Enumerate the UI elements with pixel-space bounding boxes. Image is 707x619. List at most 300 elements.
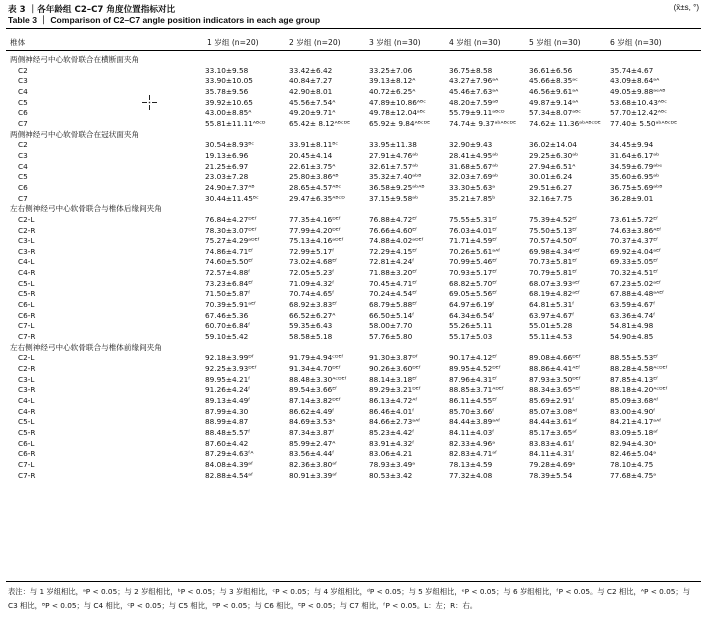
- table-cell: 72.99±5.17ᶠ: [289, 246, 335, 256]
- table-cell: 70.93±5.17ᴱᶠ: [449, 268, 498, 278]
- table-row: [0, 279, 707, 290]
- table-cell: 63.97±4.67ᶠ: [529, 310, 575, 320]
- vertebra-label: C5-R: [18, 427, 36, 437]
- table-cell: 70.39±5.91ᵃᴱᶠ: [205, 300, 257, 310]
- table-cell: 66.52±6.27ᴬ: [289, 310, 336, 320]
- table-cell: 64.97±6.19ᶠ: [449, 300, 495, 310]
- table-cell: 70.79±5.81ᴱᶠ: [529, 268, 578, 278]
- table-cell: 66.50±5.14ᶠ: [369, 310, 415, 320]
- table-row: [0, 417, 707, 428]
- vertebra-label: C7-R: [18, 470, 36, 480]
- vertebra-label: C3: [18, 150, 28, 160]
- table-cell: 68.82±5.70ᴱᶠ: [449, 278, 498, 288]
- table-cell: 24.90±7.37ᴬᴮ: [205, 182, 255, 192]
- table-cell: 92.25±3.93ᴰᴱᶠ: [205, 364, 257, 374]
- table-cell: 70.32±4.51ᴱᶠ: [610, 268, 659, 278]
- table-row: [0, 289, 707, 300]
- table-cell: 32.90±9.43: [449, 140, 493, 150]
- table-cell: 55.11±4.53: [529, 332, 573, 342]
- table-cell: 88.86±4.41ᴬᴱᶠ: [529, 364, 581, 374]
- table-cell: 69.98±4.34ᵃᴱᶠ: [529, 246, 581, 256]
- section-header: [0, 204, 707, 215]
- vertebra-label: C2-L: [18, 353, 35, 363]
- table-row: [0, 268, 707, 279]
- table-cell: 65.92± 9.84ᴬᴮᶜᴰᴱ: [369, 118, 431, 128]
- table-cell: 63.36±4.74ᶠ: [610, 310, 656, 320]
- table-cell: 33.30±5.63ᵃ: [449, 182, 496, 192]
- table-cell: 31.68±5.67ᵃᵇ: [449, 161, 499, 171]
- table-row: [0, 332, 707, 343]
- table-cell: 60.70±6.84ᶠ: [205, 321, 251, 331]
- table-cell: 42.90±8.01: [289, 86, 333, 96]
- vertebra-label: C3-L: [18, 374, 35, 384]
- table-cell: 80.53±3.42: [369, 470, 413, 480]
- table-cell: 70.74±4.65ᶠ: [289, 289, 335, 299]
- table-cell: 71.71±4.59ᴱᶠ: [449, 236, 498, 246]
- table-cell: 49.05±9.88ᵃᵉᴬᴮ: [610, 86, 666, 96]
- table-cell: 70.24±4.54ᴱᶠ: [369, 289, 418, 299]
- bottom-rule: [6, 581, 701, 582]
- header-age-5: 5 岁组 (n=30): [529, 38, 581, 47]
- table-cell: 76.03±4.01ᴱᶠ: [449, 225, 498, 235]
- table-cell: 69.05±5.56ᴱᶠ: [449, 289, 498, 299]
- table-cell: 88.14±3.18ᴱᶠ: [369, 374, 418, 384]
- vertebra-label: C7-R: [18, 332, 36, 342]
- table-cell: 76.84±4.27ᴰᴱᶠ: [205, 214, 257, 224]
- table-row: [0, 311, 707, 322]
- table-cell: 84.11±4.31ᶠ: [529, 449, 575, 459]
- table-row: [0, 396, 707, 407]
- table-row: [0, 215, 707, 226]
- vertebra-label: C6-L: [18, 300, 35, 310]
- vertebra-label: C4-L: [18, 396, 35, 405]
- table-cell: 89.54±3.66ᴱᶠ: [289, 385, 338, 395]
- table-cell: 45.46±7.63ᵃᴬ: [449, 86, 499, 96]
- table-cell: 92.18±3.99ᴰᶠ: [205, 353, 254, 363]
- table-cell: 19.13±6.96: [205, 150, 249, 160]
- table-cell: 57.70±12.42ᴬᴮᶜ: [610, 108, 667, 118]
- table-cell: 88.55±5.53ᴱᶠ: [610, 353, 659, 363]
- table-cell: 72.29±4.15ᴱᶠ: [369, 246, 418, 256]
- header-age-1: 1 岁组 (n=20): [207, 38, 259, 47]
- table-row: [0, 66, 707, 77]
- table-cell: 35.78±9.56: [205, 86, 249, 96]
- table-cell: 70.57±4.50ᴱᶠ: [529, 236, 578, 246]
- table-cell: 55.79±9.11ᵃᴮᶜᴰ: [449, 108, 505, 118]
- table-cell: 72.81±4.24ᶠ: [369, 257, 415, 267]
- table-row: [0, 172, 707, 183]
- table-cell: 43.09±8.64ᵃᴬ: [610, 76, 660, 86]
- vertebra-label: C4-R: [18, 406, 36, 416]
- table-row: [0, 353, 707, 364]
- vertebra-label: C6-R: [18, 310, 36, 320]
- table-cell: 83.91±4.32ᶠ: [369, 438, 415, 448]
- section-label: 左右侧神经弓中心软骨联合与椎体后缘间夹角: [10, 204, 162, 214]
- table-cell: 82.94±4.30ᵃ: [610, 438, 657, 448]
- table-row: [0, 140, 707, 151]
- table-body: [0, 55, 707, 481]
- table-cell: 54.81±4.98: [610, 321, 654, 331]
- table-cell: 87.85±4.13ᴱᶠ: [610, 374, 659, 384]
- table-row: [0, 460, 707, 471]
- table-cell: 74.63±3.86ᴬᴱᶠ: [610, 225, 662, 235]
- vertebra-label: C6-R: [18, 449, 36, 459]
- table-cell: 45.66±8.35ᵃᶜ: [529, 76, 578, 86]
- vertebra-label: C3: [18, 76, 28, 86]
- table-cell: 28.65±4.57ᴬᴮᶜ: [289, 182, 342, 192]
- table-cell: 58.58±5.18: [289, 332, 333, 342]
- table-cell: 40.72±6.25ᴬ: [369, 86, 416, 96]
- vertebra-label: C3-R: [18, 385, 36, 395]
- vertebra-label: C4: [18, 86, 28, 96]
- table-cell: 88.48±5.57ᶠ: [205, 427, 251, 437]
- crosshair-cursor-icon: [142, 95, 157, 110]
- table-cell: 77.35±4.16ᴰᴱᶠ: [289, 214, 341, 224]
- table-cell: 91.79±4.94ᶜᴰᴱᶠ: [289, 353, 344, 363]
- table-cell: 86.46±4.01ᶠ: [369, 406, 415, 416]
- vertebra-label: C6: [18, 182, 28, 192]
- table-cell: 73.61±5.72ᴱᶠ: [610, 214, 659, 224]
- table-cell: 36.75±8.58: [449, 65, 493, 75]
- table-cell: 48.20±7.59ᵃᴮ: [449, 97, 499, 107]
- table-cell: 87.93±3.50ᴰᴱᶠ: [529, 374, 581, 384]
- vertebra-label: C3-R: [18, 246, 36, 256]
- table-cell: 37.15±9.58ᵃᵇ: [369, 193, 419, 203]
- table-cell: 78.30±3.07ᴰᴱᶠ: [205, 225, 257, 235]
- table-cell: 67.88±4.48ᵃᴬᴱᶠ: [610, 289, 665, 299]
- vertebra-label: C5-L: [18, 417, 35, 427]
- table-cell: 89.95±4.21ᶠ: [205, 374, 251, 384]
- table-cell: 33.95±11.38: [369, 140, 417, 150]
- table-row: [0, 194, 707, 205]
- table-cell: 23.03±7.28: [205, 172, 249, 182]
- table-cell: 82.46±5.04ᵃ: [610, 449, 657, 459]
- table-cell: 36.75±5.69ᵃᵇᴮ: [610, 182, 663, 192]
- table-row: [0, 151, 707, 162]
- vertebra-label: C4: [18, 161, 28, 171]
- table-row: [0, 407, 707, 418]
- table-cell: 55.01±5.28: [529, 321, 573, 331]
- table-cell: 59.10±5.42: [205, 332, 249, 342]
- table-cell: 70.45±4.71ᴱᶠ: [369, 278, 418, 288]
- table-row: [0, 439, 707, 450]
- table-row: [0, 108, 707, 119]
- table-cell: 85.70±3.66ᶠ: [449, 406, 495, 416]
- table-cell: 39.92±10.65: [205, 97, 253, 107]
- table-cell: 77.32±4.08: [449, 470, 493, 480]
- table-cell: 90.26±3.60ᴰᴱᶠ: [369, 364, 421, 374]
- section-header: [0, 55, 707, 66]
- vertebra-label: C4-L: [18, 257, 35, 267]
- table-cell: 82.88±4.54ᵃᶠ: [205, 470, 254, 480]
- table-cell: 72.05±5.23ᶠ: [289, 268, 335, 278]
- table-cell: 68.79±5.88ᴱᶠ: [369, 300, 418, 310]
- table-cell: 27.91±4.76ᵃᵇ: [369, 150, 419, 160]
- table-row: [0, 162, 707, 173]
- table-cell: 33.25±7.06: [369, 65, 413, 75]
- table-cell: 35.21±7.85ᵇ: [449, 193, 496, 203]
- table-cell: 87.60±4.42: [205, 438, 249, 448]
- section-label: 左右侧神经弓中心软骨联合与椎体前缘间夹角: [10, 342, 162, 352]
- vertebra-label: C2-R: [18, 225, 36, 235]
- table-cell: 75.27±4.29ᵃᴰᴱᶠ: [205, 236, 260, 246]
- vertebra-label: C2-L: [18, 214, 35, 224]
- table-cell: 39.13±8.12ᴬ: [369, 76, 416, 86]
- table-cell: 74.62± 11.36ᵃᵇᴬᴮᶜᴰᴱ: [529, 118, 601, 128]
- table-cell: 87.29±4.63ᶠᴬ: [205, 449, 254, 459]
- table-cell: 57.76±5.80: [369, 332, 413, 342]
- table-cell: 36.58±9.25ᵃᵇᴬᴮ: [369, 182, 425, 192]
- table-cell: 89.95±4.52ᴰᴱᶠ: [449, 364, 501, 374]
- table-cell: 32.16±7.75: [529, 193, 573, 203]
- table-cell: 88.48±3.30ᴬᶜᴰᴱᶠ: [289, 374, 347, 384]
- table-cell: 88.28±4.58ᴬᶜᴰᴱᶠ: [610, 364, 668, 374]
- table-row: [0, 247, 707, 258]
- table-cell: 75.55±5.31ᴱᶠ: [449, 214, 498, 224]
- table-cell: 36.02±14.04: [529, 140, 577, 150]
- table-cell: 78.39±5.54: [529, 470, 573, 480]
- table-cell: 45.56±7.54ᴬ: [289, 97, 336, 107]
- table-cell: 64.81±5.31ᶠ: [529, 300, 575, 310]
- table-cell: 78.10±4.75: [610, 459, 654, 469]
- table-cell: 83.06±4.21: [369, 449, 413, 459]
- section-header: [0, 130, 707, 141]
- vertebra-label: C4-R: [18, 268, 36, 278]
- table-cell: 84.44±3.61ᵃᶠ: [529, 417, 578, 427]
- table-cell: 87.14±3.82ᴰᴱᶠ: [289, 396, 341, 405]
- table-row: [0, 364, 707, 375]
- table-cell: 83.09±5.18ᵃᶠ: [610, 427, 659, 437]
- table-cell: 43.27±7.96ᵃᴬ: [449, 76, 499, 86]
- header-age-2: 2 岁组 (n=20): [289, 38, 341, 47]
- table-cell: 33.91±8.11ᴮᶜ: [289, 140, 339, 150]
- table-cell: 43.00±8.85ᴬ: [205, 108, 252, 118]
- table-cell: 57.34±8.07ᵃᴮᶜ: [529, 108, 581, 118]
- header-age-6: 6 岁组 (n=30): [610, 38, 662, 47]
- table-cell: 88.85±3.71ᴬᴰᴱᶠ: [449, 385, 504, 395]
- table-cell: 64.34±6.54ᶠ: [449, 310, 495, 320]
- table-cell: 63.59±4.67ᶠ: [610, 300, 656, 310]
- table-cell: 85.69±2.91ᶠ: [529, 396, 575, 405]
- table-cell: 78.93±3.49ᵃ: [369, 459, 416, 469]
- table-cell: 53.68±10.43ᴬᴮᶜ: [610, 97, 667, 107]
- table-cell: 86.13±4.72ᴬᶠ: [369, 396, 418, 405]
- table-cell: 89.29±3.21ᴰᴱᶠ: [369, 385, 421, 395]
- table-cell: 69.33±5.05ᴱᶠ: [610, 257, 659, 267]
- table-cell: 33.90±10.05: [205, 76, 253, 86]
- table-cell: 20.45±4.14: [289, 150, 333, 160]
- table-cell: 55.17±5.03: [449, 332, 493, 342]
- table-row: [0, 449, 707, 460]
- table-cell: 74.86±4.71ᴱᶠ: [205, 246, 254, 256]
- table-cell: 70.73±5.81ᴱᶠ: [529, 257, 578, 267]
- table-row: [0, 300, 707, 311]
- vertebra-label: C5: [18, 97, 28, 107]
- table-cell: 74.88±4.02ᵃᴰᴱᶠ: [369, 236, 424, 246]
- top-rule: [6, 28, 701, 29]
- table-cell: 83.56±4.44ᶠ: [289, 449, 335, 459]
- table-row: [0, 428, 707, 439]
- table-cell: 83.00±4.90ᶠ: [610, 406, 656, 416]
- table-cell: 82.33±4.96ᵃ: [449, 438, 496, 448]
- table-cell: 33.42±6.42: [289, 65, 333, 75]
- table-cell: 47.89±10.86ᴬᴮᶜ: [369, 97, 426, 107]
- table-cell: 32.61±7.57ᵃᵇ: [369, 161, 419, 171]
- table-cell: 77.99±4.20ᴰᴱᶠ: [289, 225, 341, 235]
- table-cell: 80.91±3.39ᵃᶠ: [289, 470, 338, 480]
- vertebra-label: C7-L: [18, 321, 35, 331]
- table-cell: 89.08±4.66ᴰᴱᶠ: [529, 353, 581, 363]
- section-label: 两侧神经弓中心软骨联合在冠状面夹角: [10, 129, 140, 139]
- table-cell: 34.59±6.79ᵃᵇᵉ: [610, 161, 663, 171]
- table-cell: 91.26±4.24ᶠ: [205, 385, 251, 395]
- table-cell: 87.34±3.87ᶠ: [289, 427, 335, 437]
- table-cell: 49.87±9.14ᵃᴬ: [529, 97, 579, 107]
- table-cell: 79.28±4.69ᵃ: [529, 459, 576, 469]
- table-cell: 21.25±6.97: [205, 161, 249, 171]
- table-cell: 72.57±4.88ᶠ: [205, 268, 251, 278]
- table-cell: 55.81±11.11ᴬᴮᶜᴰ: [205, 118, 266, 128]
- table-cell: 49.78±12.04ᵃᴮᶜ: [369, 108, 426, 118]
- table-cell: 69.92±4.04ᵃᴱᶠ: [610, 246, 662, 256]
- table-cell: 34.45±9.94: [610, 140, 654, 150]
- vertebra-label: C6: [18, 108, 28, 118]
- table-cell: 40.84±7.27: [289, 76, 333, 86]
- table-cell: 67.46±5.36: [205, 310, 249, 320]
- table-row: [0, 87, 707, 98]
- table-cell: 89.13±4.49ᶠ: [205, 396, 251, 405]
- table-cell: 70.26±5.61ᵃᴬᶠ: [449, 246, 501, 256]
- header-vertebra: 椎体: [10, 38, 26, 47]
- table-cell: 76.88±4.72ᴱᶠ: [369, 214, 418, 224]
- table-cell: 84.08±4.39ᵃᶠ: [205, 459, 254, 469]
- table-cell: 85.17±3.65ᵃᶠ: [529, 427, 578, 437]
- vertebra-label: C7: [18, 118, 28, 128]
- table-cell: 75.50±5.13ᴱᶠ: [529, 225, 578, 235]
- table-cell: 91.34±4.70ᴰᴱᶠ: [289, 364, 341, 374]
- table-cell: 71.50±5.87ᶠ: [205, 289, 251, 299]
- table-cell: 30.54±8.93ᴮᶜ: [205, 140, 255, 150]
- table-cell: 70.99±5.46ᴱᶠ: [449, 257, 498, 267]
- table-cell: 22.61±3.75ᴬ: [289, 161, 336, 171]
- header-rule: [6, 50, 701, 51]
- table-cell: 65.42± 8.12ᴬᴮᶜᴰᴱ: [289, 118, 351, 128]
- table-title-cn: 表 3 ｜各年龄组 C2–C7 角度位置指标对比: [8, 5, 176, 15]
- table-cell: 83.83±4.61ᶠ: [529, 438, 575, 448]
- table-row: [0, 257, 707, 268]
- vertebra-label: C6-L: [18, 438, 35, 448]
- table-cell: 87.99±4.30: [205, 406, 249, 416]
- vertebra-label: C5: [18, 172, 28, 182]
- table-cell: 35.60±6.95ᵃᵇ: [610, 172, 660, 182]
- table-cell: 84.21±4.17ᵃᴬᶠ: [610, 417, 662, 427]
- vertebra-label: C5-L: [18, 278, 35, 288]
- table-cell: 46.56±9.61ᵃᴬ: [529, 86, 579, 96]
- table-cell: 59.35±6.43: [289, 321, 333, 331]
- table-cell: 86.11±4.55ᴱᶠ: [449, 396, 498, 405]
- table-cell: 30.01±6.24: [529, 172, 573, 182]
- table-row: [0, 226, 707, 237]
- header-age-3: 3 岁组 (n=30): [369, 38, 421, 47]
- table-cell: 29.47±6.35ᴬᴮᶜᴰ: [289, 193, 345, 203]
- table-cell: 87.96±4.31ᴱᶠ: [449, 374, 498, 384]
- table-cell: 74.60±5.50ᴱᶠ: [205, 257, 254, 267]
- table-cell: 84.69±3.53ᴬ: [289, 417, 336, 427]
- table-cell: 86.62±4.49ᶠ: [289, 406, 335, 416]
- vertebra-label: C2: [18, 140, 28, 150]
- table-cell: 35.74±4.67: [610, 65, 654, 75]
- table-cell: 71.09±4.32ᶠ: [289, 278, 335, 288]
- table-cell: 84.11±4.03ᶠ: [449, 427, 495, 437]
- unit-label: (x̄±s, °): [673, 3, 699, 12]
- table-row: [0, 471, 707, 482]
- table-footnote: 表注：与 1 岁组相比，ᵃP < 0.05；与 2 岁组相比，ᵇP < 0.05；与 3 岁组相比，ᶜP < 0.05；与 4 岁组相比，ᵈP < 0.05；与 5 岁组相比，ᵉP < 0.05；与 6 岁组相比，ᶠP < 0.05。与 C2 相比，ᴬP < 0.05；与 C3 相比，ᴮP < 0.05；与 C4 相比，ᶜP < 0.05；与 C5 相比，ᴰP < 0.05；与 C6 相比，ᴱP < 0.05；与 C7 相比，ᶠP < 0.05。L：左；R：右。: [8, 587, 690, 610]
- table-cell: 58.00±7.70: [369, 321, 413, 331]
- table-row: [0, 119, 707, 130]
- table-cell: 29.51±6.27: [529, 182, 573, 192]
- table-cell: 55.26±5.11: [449, 321, 493, 331]
- table-cell: 71.88±3.20ᴱᶠ: [369, 268, 418, 278]
- table-cell: 88.99±4.87: [205, 417, 249, 427]
- table-cell: 77.68±4.75ᵃ: [610, 470, 657, 480]
- table-cell: 28.41±4.95ᵃᵇ: [449, 150, 499, 160]
- table-cell: 33.10±9.58: [205, 65, 249, 75]
- table-cell: 78.13±4.59: [449, 459, 493, 469]
- table-cell: 54.90±4.85: [610, 332, 654, 342]
- vertebra-label: C5-R: [18, 289, 36, 299]
- table-cell: 49.20±9.71ᴬ: [289, 108, 336, 118]
- table-cell: 29.25±6.30ᵃᵇ: [529, 150, 579, 160]
- table-cell: 88.34±3.65ᴬᴱᶠ: [529, 385, 581, 395]
- table-cell: 75.13±4.16ᵃᴰᴱᶠ: [289, 236, 344, 246]
- header-age-4: 4 岁组 (n=30): [449, 38, 501, 47]
- table-cell: 88.18±4.20ᴬᶜᴰᴱᶠ: [610, 385, 668, 395]
- table-cell: 36.61±6.56: [529, 65, 573, 75]
- table-cell: 31.64±6.17ᵃᵇ: [610, 150, 660, 160]
- vertebra-label: C2-R: [18, 364, 36, 374]
- table-cell: 82.83±4.71ᵃᶠ: [449, 449, 498, 459]
- table-cell: 68.92±3.83ᴱᶠ: [289, 300, 338, 310]
- table-cell: 73.02±4.68ᴱᶠ: [289, 257, 338, 267]
- table-cell: 36.28±9.01: [610, 193, 654, 203]
- table-cell: 32.03±7.69ᵃᵇ: [449, 172, 499, 182]
- table-cell: 75.39±4.52ᴱᶠ: [529, 214, 578, 224]
- table-row: [0, 236, 707, 247]
- table-row: [0, 98, 707, 109]
- table-cell: 73.23±6.84ᴱᶠ: [205, 278, 254, 288]
- table-cell: 35.32±7.40ᵃᵇᴮ: [369, 172, 422, 182]
- table-cell: 85.99±2.47ᴬ: [289, 438, 336, 448]
- vertebra-label: C7: [18, 193, 28, 203]
- table-cell: 70.37±4.37ᴱᶠ: [610, 236, 659, 246]
- table-cell: 30.44±11.45ᴮᶜ: [205, 193, 259, 203]
- table-cell: 91.30±3.87ᴰᶠ: [369, 353, 418, 363]
- table-cell: 84.66±2.73ᵃᴬᶠ: [369, 417, 421, 427]
- table-title-en: Table 3 ｜ Comparison of C2–C7 angle position indicators in each age group: [8, 15, 321, 25]
- table-cell: 74.74± 9.37ᵃᵇᴬᴮᶜᴰᴱ: [449, 118, 516, 128]
- table-cell: 77.40± 5.50ᵃᵇᴬᴮᶜᴰᴱ: [610, 118, 677, 128]
- table-row: [0, 321, 707, 332]
- table-row: [0, 183, 707, 194]
- vertebra-label: C3-L: [18, 236, 35, 246]
- table-row: [0, 385, 707, 396]
- table-cell: 25.80±3.86ᴬᴮ: [289, 172, 339, 182]
- table-row: [0, 375, 707, 386]
- table-cell: 67.23±5.02ᵃᴱᶠ: [610, 278, 662, 288]
- table-cell: 84.44±3.89ᵃᴬᶠ: [449, 417, 501, 427]
- table-cell: 90.17±4.12ᴱᶠ: [449, 353, 498, 363]
- table-cell: 85.07±3.08ᴬᶠ: [529, 406, 578, 416]
